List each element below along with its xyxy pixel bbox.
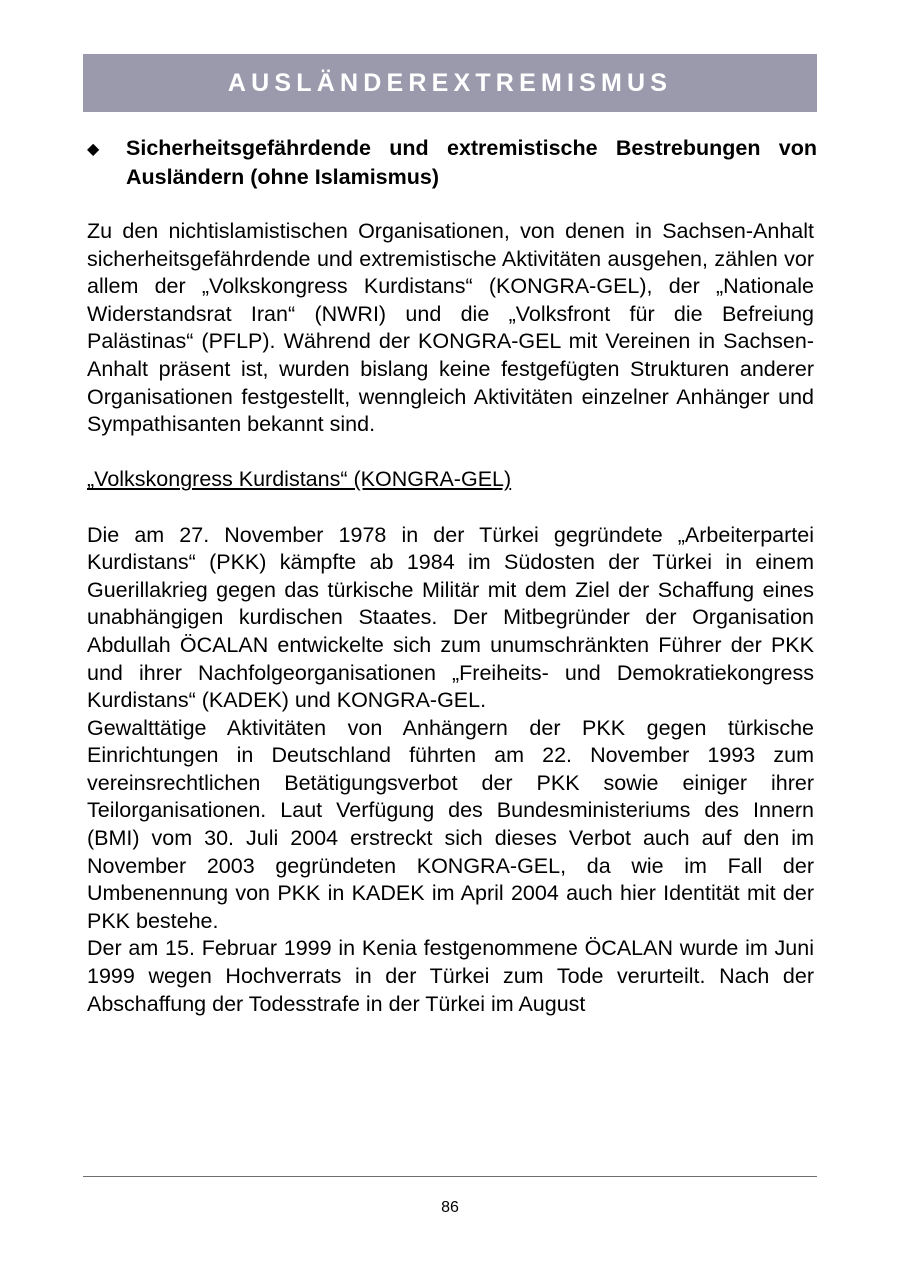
ban-paragraph: Gewalttätige Aktivitäten von Anhängern der PKK gegen türkische Einrichtungen in Deutschland führten am 22. November 1993 zum vereinsrechtlichen Betätigungsverbot der PKK sowie einiger ihrer Teilorganisationen. Laut Verfügung des Bundesministeriums des Innern (BMI) vom 30. Juli 2004 erstreckt sich dieses Verbot auch auf den im November 2003 gegründeten KONGRA-GEL, da wie im Fall der Umbenennung von PKK in KADEK im April 2004 auch hier Identität mit der PKK bestehe.	[87, 715, 814, 933]
page-number: 86	[441, 1199, 459, 1216]
page-header-title: AUSLÄNDEREXTREMISMUS	[227, 68, 673, 97]
section-heading-text: Sicherheitsgefährdende und extremistische Bestrebungen von Ausländern (ohne Islamismus)	[126, 136, 817, 189]
page-header-bar	[83, 54, 817, 112]
paragraph-spacer	[87, 439, 814, 467]
pkk-history-paragraph: Die am 27. November 1978 in der Türkei gegründete „Arbeiterpartei Kurdistans“ (PKK) kämpfte ab 1984 im Südosten der Türkei in einem Guerillakrieg gegen das türkische Militär mit dem Ziel der Schaffung eines unabhängigen kurdischen Staates. Der Mitbegründer der Organisation Abdullah ÖCALAN entwickelte sich zum unumschränkten Führer der PKK und ihrer Nachfolgeorganisationen „Freiheits- und Demokratiekongress Kurdistans“ (KADEK) und KONGRA-GEL.	[87, 522, 814, 713]
subsection-heading: „Volkskongress Kurdistans“ (KONGRA-GEL)	[87, 467, 512, 492]
document-body	[87, 218, 814, 1018]
diamond-bullet-icon: ◆	[87, 141, 100, 158]
footer-divider	[83, 1176, 817, 1177]
section-heading	[87, 134, 817, 192]
intro-paragraph: Zu den nichtislamistischen Organisationen, von denen in Sachsen-Anhalt sicherheitsgefährdende und extremistische Aktivitäten ausgehen, zählen vor allem der „Volkskongress Kurdistans“ (KONGRA-GEL), der „Nationale Widerstandsrat Iran“ (NWRI) und die „Volksfront für die Befreiung Palästinas“ (PFLP). Während der KONGRA-GEL mit Vereinen in Sachsen-Anhalt präsent ist, wurden bislang keine festgefügten Strukturen anderer Organisationen festgestellt, wenngleich Aktivitäten einzelner Anhänger und Sympathisanten bekannt sind.	[87, 219, 814, 437]
ocalan-paragraph: Der am 15. Februar 1999 in Kenia festgenommene ÖCALAN wurde im Juni 1999 wegen Hochverrats in der Türkei zum Tode verurteilt. Nach der Abschaffung der Todesstrafe in der Türkei im August	[87, 936, 814, 1016]
paragraph-spacer	[87, 494, 814, 522]
